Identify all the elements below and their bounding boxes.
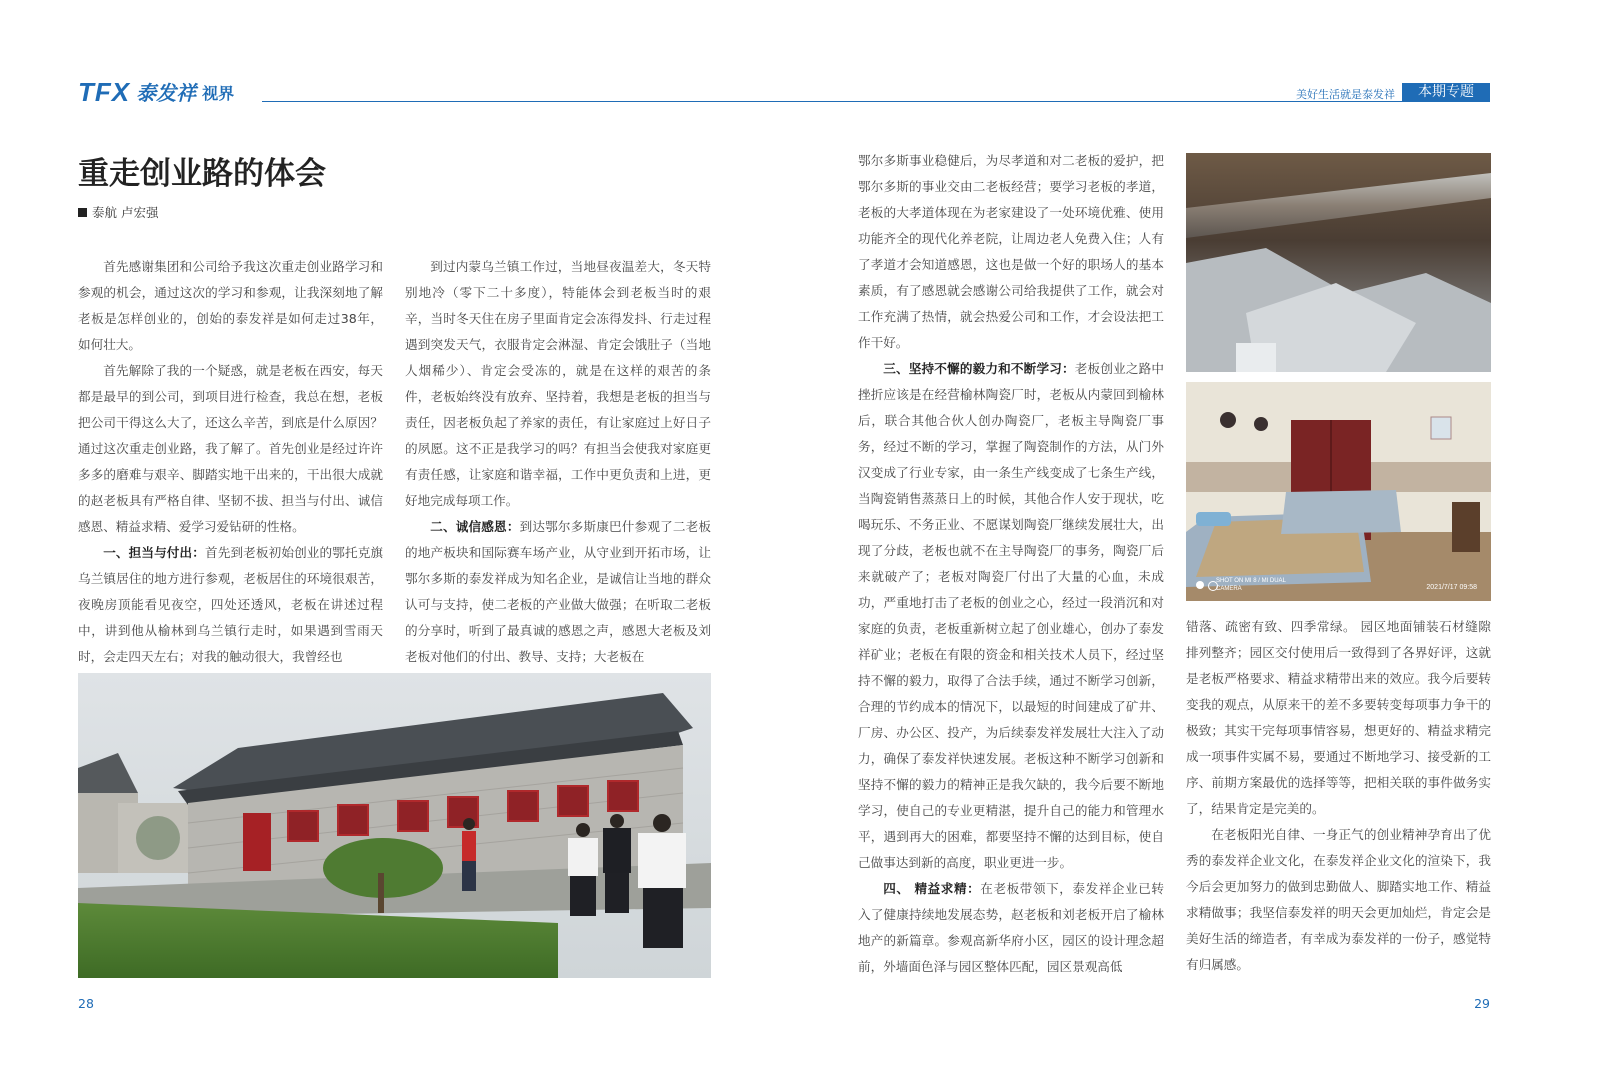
- page-number-left: 28: [78, 996, 94, 1011]
- header-slogan: 美好生活就是泰发祥: [1296, 88, 1395, 101]
- logo-latin: TFX: [78, 77, 131, 107]
- paragraph-text: 错落、疏密有致、四季常绿。 园区地面铺装石材缝隙排列整齐；园区交付使用后一致得到了各界好评，这就是老板严格要求、精益求精带出来的效应。我今后要转变我的观点，从原来干的差不多要转变每项事力争干的极致；其实干完每项事情容易，想更好的、精益求精完成一项事件实属不易，要通过不断地学习、接受新的工序、前期方案最优的选择等等，把相关联的事件做务实了，结果肯定是完美的。: [1186, 619, 1491, 816]
- paragraph: [78, 540, 383, 670]
- paragraph-text: 到过内蒙乌兰镇工作过，当地昼夜温差大，冬天特别地冷（零下二十多度），特能体会到老板当时的艰辛，当时冬天住在房子里面肯定会冻得发抖、行走过程遇到突发天气，衣服肯定会淋湿、肯定会饿肚子（当地人烟稀少）、肯定会受冻的，就是在这样的艰苦的条件，老板始终没有放弃、坚持着，我想是老板的担当与责任，因老板负起了养家的责任，有让家庭过上好日子的夙愿。这不正是我学习的吗？有担当会使我对家庭更有责任感，让家庭和谐幸福，工作中更负责和上进，更好地完成每项工作。: [405, 259, 711, 508]
- section-tag: 本期专题: [1402, 83, 1490, 102]
- paragraph-text: 首先到老板初始创业的鄂托克旗乌兰镇居住的地方进行参观，老板居住的环境很艰苦，夜晚房顶能看见夜空，四处还透风，老板在讲述过程中，讲到他从榆林到乌兰镇行走时，如果遇到雪雨天时，会走四天左右；对我的触动很大，我曾经也: [78, 545, 384, 664]
- paragraph-text: 在老板带领下，泰发祥企业已转入了健康持续地发展态势，赵老板和刘老板开启了榆林地产的新篇章。参观高新华府小区，园区的设计理念超前，外墙面色泽与园区整体匹配，园区景观高低: [858, 881, 1165, 974]
- section-heading: 二、诚信感恩：: [430, 519, 520, 534]
- paragraph: [1186, 614, 1491, 822]
- paragraph-text: 首先解除了我的一个疑惑，就是老板在西安，每天都是最早的到公司，到项目进行检查，我总在想，老板把公司干得这么大了，还这么辛苦，到底是什么原因？通过这次重走创业路，我了解了。首先创业是经过许许多多的磨难与艰辛、脚踏实地干出来的，干出很大成就的赵老板具有严格自律、坚韧不拔、担当与付出、诚信感恩、精益求精、爱学习爱钻研的性格。: [78, 363, 383, 534]
- paragraph-text: 到达鄂尔多斯康巴什参观了二老板的地产板块和国际赛车场产业，从守业到开拓市场，让鄂尔多斯的泰发祥成为知名企业，是诚信让当地的群众认可与支持，使二老板的产业做大做强；在听取二老板的分享时，听到了最真诚的感恩之声，感恩大老板及刘老板对他们的付出、教导、支持；大老板在: [405, 519, 712, 664]
- byline-square-icon: [78, 208, 87, 217]
- photo-timestamp: 2021/7/17 09:58: [1426, 584, 1477, 591]
- logo-suffix: 视界: [202, 84, 235, 103]
- paragraph-text: 在老板阳光自律、一身正气的创业精神孕育出了优秀的泰发祥企业文化，在泰发祥企业文化的渲染下，我今后会更加努力的做到忠勤做人、脚踏实地工作、精益求精做事；我坚信泰发祥的明天会更加灿烂，肯定会是美好生活的缔造者，有幸成为泰发祥的一份子，感觉特有归属感。: [1186, 827, 1491, 972]
- photo-dormitory-room: [1186, 382, 1491, 601]
- section-heading: 三、坚持不懈的毅力和不断学习：: [883, 361, 1075, 376]
- paragraph: [858, 148, 1164, 356]
- magazine-logo: [78, 77, 235, 107]
- page-number-right: 29: [1474, 996, 1490, 1011]
- photo-courtyard-building: [78, 673, 711, 978]
- photo-ceiling-pipe: [1186, 153, 1491, 372]
- text-column-3: [858, 148, 1164, 980]
- paragraph: [78, 358, 383, 540]
- camera-watermark-dots: [1196, 581, 1218, 591]
- text-column-1: [78, 254, 383, 670]
- section-heading: 四、 精益求精：: [883, 881, 981, 896]
- paragraph: [405, 514, 711, 670]
- text-column-4: [1186, 614, 1491, 978]
- paragraph: [858, 876, 1164, 980]
- text-column-2: [405, 254, 711, 670]
- byline: [78, 203, 158, 221]
- section-heading: 一、担当与付出：: [103, 545, 205, 560]
- paragraph-text: 老板创业之路中挫折应该是在经营榆林陶瓷厂时，老板从内蒙回到榆林后，联合其他合伙人创办陶瓷厂，老板主导陶瓷厂事务，经过不断的学习，掌握了陶瓷制作的方法，从门外汉变成了行业专家，由一条生产线变成了七条生产线，当陶瓷销售蒸蒸日上的时候，其他合作人安于现状，吃喝玩乐、不务正业、不愿谋划陶瓷厂继续发展壮大，出现了分歧，老板也就不在主导陶瓷厂的事务，陶瓷厂后来就破产了；老板对陶瓷厂付出了大量的心血，未成功，严重地打击了老板的创业之心，经过一段消沉和对家庭的负责，老板重新树立起了创业雄心，创办了泰发祥矿业；老板在有限的资金和相关技术人员下，经过坚持不懈的毅力，取得了合法手续，通过不断学习创新，合理的节约成本的情况下，以最短的时间建成了矿井、厂房、办公区、投产，为后续泰发祥发展壮大注入了动力，确保了泰发祥快速发展。老板这种不断学习创新和坚持不懈的毅力的精神正是我欠缺的，我今后要不断地学习，使自己的专业更精湛，提升自己的能力和管理水平，遇到再大的困难，都要坚持不懈的达到目标，使自己做事达到新的高度，职业更进一步。: [858, 361, 1165, 870]
- article-title: 重走创业路的体会: [78, 156, 326, 192]
- paragraph: [1186, 822, 1491, 978]
- logo-chinese: 泰发祥: [136, 81, 197, 105]
- paragraph-text: 鄂尔多斯事业稳健后，为尽孝道和对二老板的爱护，把鄂尔多斯的事业交由二老板经营；要学习老板的孝道，老板的大孝道体现在为老家建设了一处环境优雅、使用功能齐全的现代化养老院，让周边老人免费入住；人有了孝道才会知道感恩，这也是做一个好的职场人的基本素质，有了感恩就会感谢公司给我提供了工作，就会对工作充满了热情，就会热爱公司和工作，才会设法把工作干好。: [858, 153, 1164, 350]
- paragraph-text: 首先感谢集团和公司给予我这次重走创业路学习和参观的机会，通过这次的学习和参观，让我深刻地了解老板是怎样创业的，创始的泰发祥是如何走过38年，如何壮大。: [78, 259, 383, 352]
- paragraph: [78, 254, 383, 358]
- paragraph: [405, 254, 711, 514]
- camera-watermark: SHOT ON MI 8 / MI DUAL CAMERA: [1216, 578, 1286, 592]
- byline-authors: 泰航 卢宏强: [92, 205, 159, 220]
- paragraph: [858, 356, 1164, 876]
